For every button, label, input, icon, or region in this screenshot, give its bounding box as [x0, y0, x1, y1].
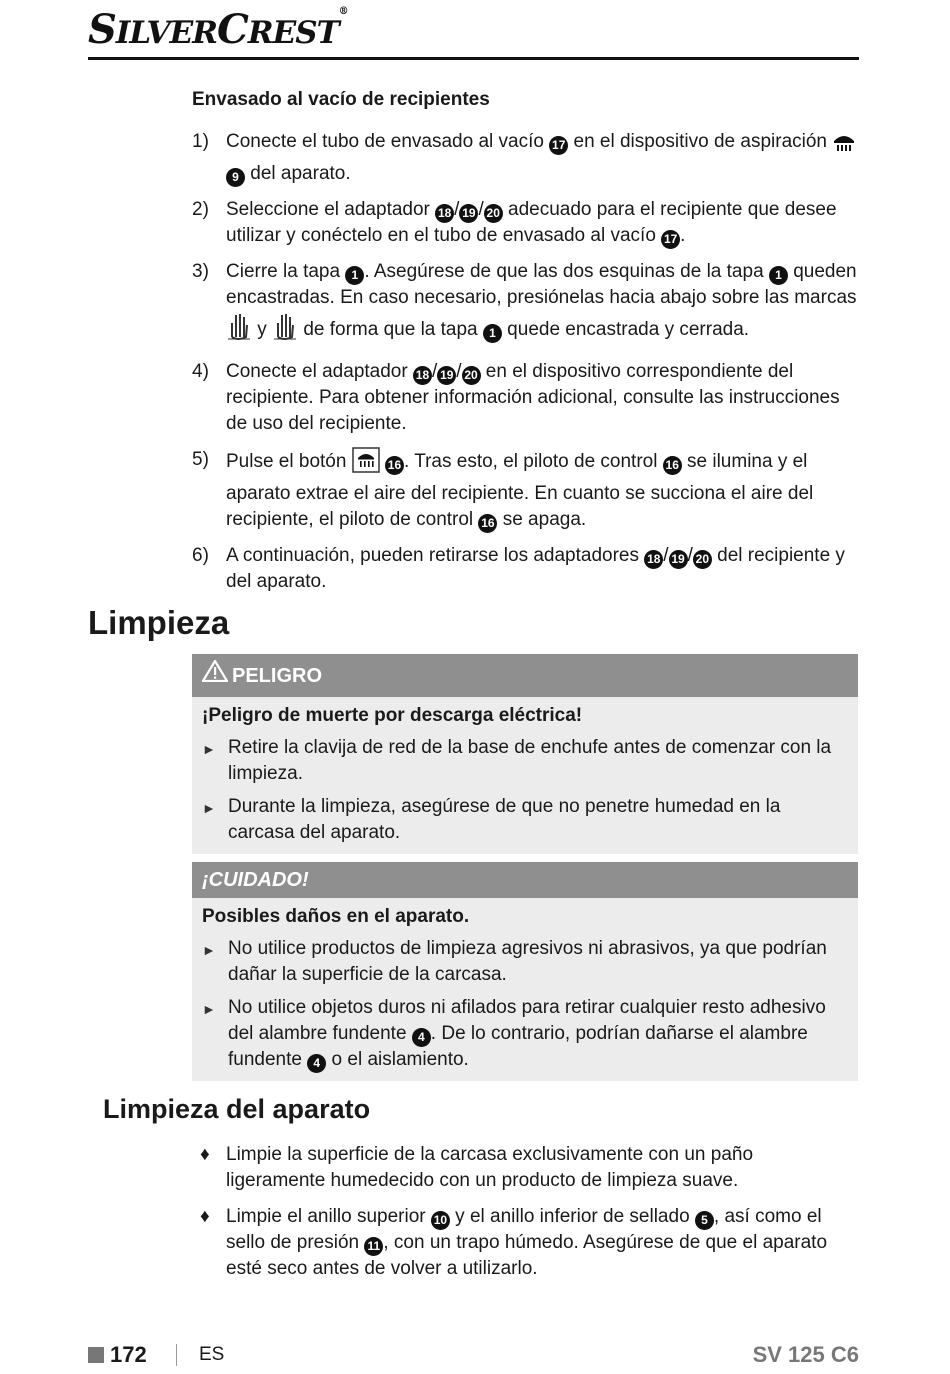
arrow-bullet-icon: ► [202, 741, 216, 757]
caution-box [192, 862, 858, 1081]
page-number: 172 [110, 1342, 147, 1367]
diamond-bullet-icon: ♦ [200, 1206, 210, 1227]
step-5: 5) Pulse el botón 16 . Tras esto, el piloto de control 16 se ilumina y el aparato extrae el aire del recipiente. En cuanto se succiona el aire del recipiente, el piloto de control 16 se apaga. [192, 447, 857, 533]
header-rule [88, 57, 859, 60]
list-item: ► No utilice productos de limpieza agresivos ni abrasivos, ya que podrían dañar la superficie de la carcasa. [202, 936, 844, 988]
arrow-bullet-icon: ► [202, 800, 216, 816]
list-item: ♦ Limpie la superficie de la carcasa exclusivamente con un paño ligeramente humedecido con un producto de limpieza suave. [200, 1142, 850, 1194]
vacuum-button-icon [352, 447, 380, 481]
brand-logo: SILVERCREST® [88, 6, 348, 53]
language-code: ES [199, 1344, 225, 1365]
model-number: SV 125 C6 [752, 1342, 859, 1367]
list-item: ► No utilice objetos duros ni afilados para retirar cualquier resto adhesivo del alambre fundente 4 . De lo contrario, podrían dañarse el alambre fundente 4 o el aislamiento. [202, 995, 844, 1073]
arrow-bullet-icon: ► [202, 942, 216, 958]
list-item: ► Durante la limpieza, asegúrese de que no penetre humedad en la carcasa del aparato. [202, 794, 844, 846]
danger-subtitle: ¡Peligro de muerte por descarga eléctrica! [202, 705, 583, 726]
caution-subtitle: Posibles daños en el aparato. [202, 906, 470, 927]
page-footer [88, 1340, 859, 1370]
step-1: 1) Conecte el tubo de envasado al vacío 17 en el dispositivo de aspiración 9 del aparato. [192, 129, 857, 187]
footer-divider [176, 1344, 177, 1366]
hand-press-icon [272, 311, 298, 349]
device-cleaning-list [200, 1142, 850, 1292]
section-heading-device-cleaning: Limpieza del aparato [103, 1094, 371, 1124]
section-subheading: Envasado al vacío de recipientes [192, 89, 490, 110]
hand-press-icon [226, 311, 252, 349]
vacuum-port-icon [832, 131, 856, 161]
diamond-bullet-icon: ♦ [200, 1144, 210, 1165]
list-item: ♦ Limpie el anillo superior 10 y el anillo inferior de sellado 5 , así como el sello de presión 11 , con un trapo húmedo. Asegúrese de que el aparato esté seco antes de volver a utilizarlo. [200, 1204, 850, 1282]
step-2: 2) Seleccione el adaptador 18 / 19 / 20 adecuado para el recipiente que desee utilizar y conéctelo en el tubo de envasado al vacío 17 . [192, 197, 857, 249]
footer-square-icon [88, 1347, 104, 1363]
step-4: 4) Conecte el adaptador 18 / 19 / 20 en el dispositivo correspondiente del recipiente. Para obtener información adicional, consulte las instrucciones de uso del recipiente. [192, 361, 840, 434]
caution-header: ¡CUIDADO! [192, 862, 858, 898]
danger-header [192, 654, 858, 697]
danger-box [192, 654, 858, 854]
arrow-bullet-icon: ► [202, 1001, 216, 1017]
step-3: 3) Cierre la tapa 1 . Asegúrese de que las dos esquinas de la tapa 1 queden encastradas. En caso necesario, presiónelas hacia abajo sobre las marcas y de forma que la tapa 1 quede encastrada y cerrada. [192, 259, 857, 349]
warning-triangle-icon [202, 651, 232, 701]
steps-list [192, 129, 857, 605]
step-6: 6) A continuación, pueden retirarse los adaptadores 18 / 19 / 20 del recipiente y del aparato. [192, 545, 845, 592]
section-heading-limpieza: Limpieza [88, 604, 230, 641]
danger-label: PELIGRO [232, 664, 323, 687]
list-item: ► Retire la clavija de red de la base de enchufe antes de comenzar con la limpieza. [202, 735, 844, 787]
